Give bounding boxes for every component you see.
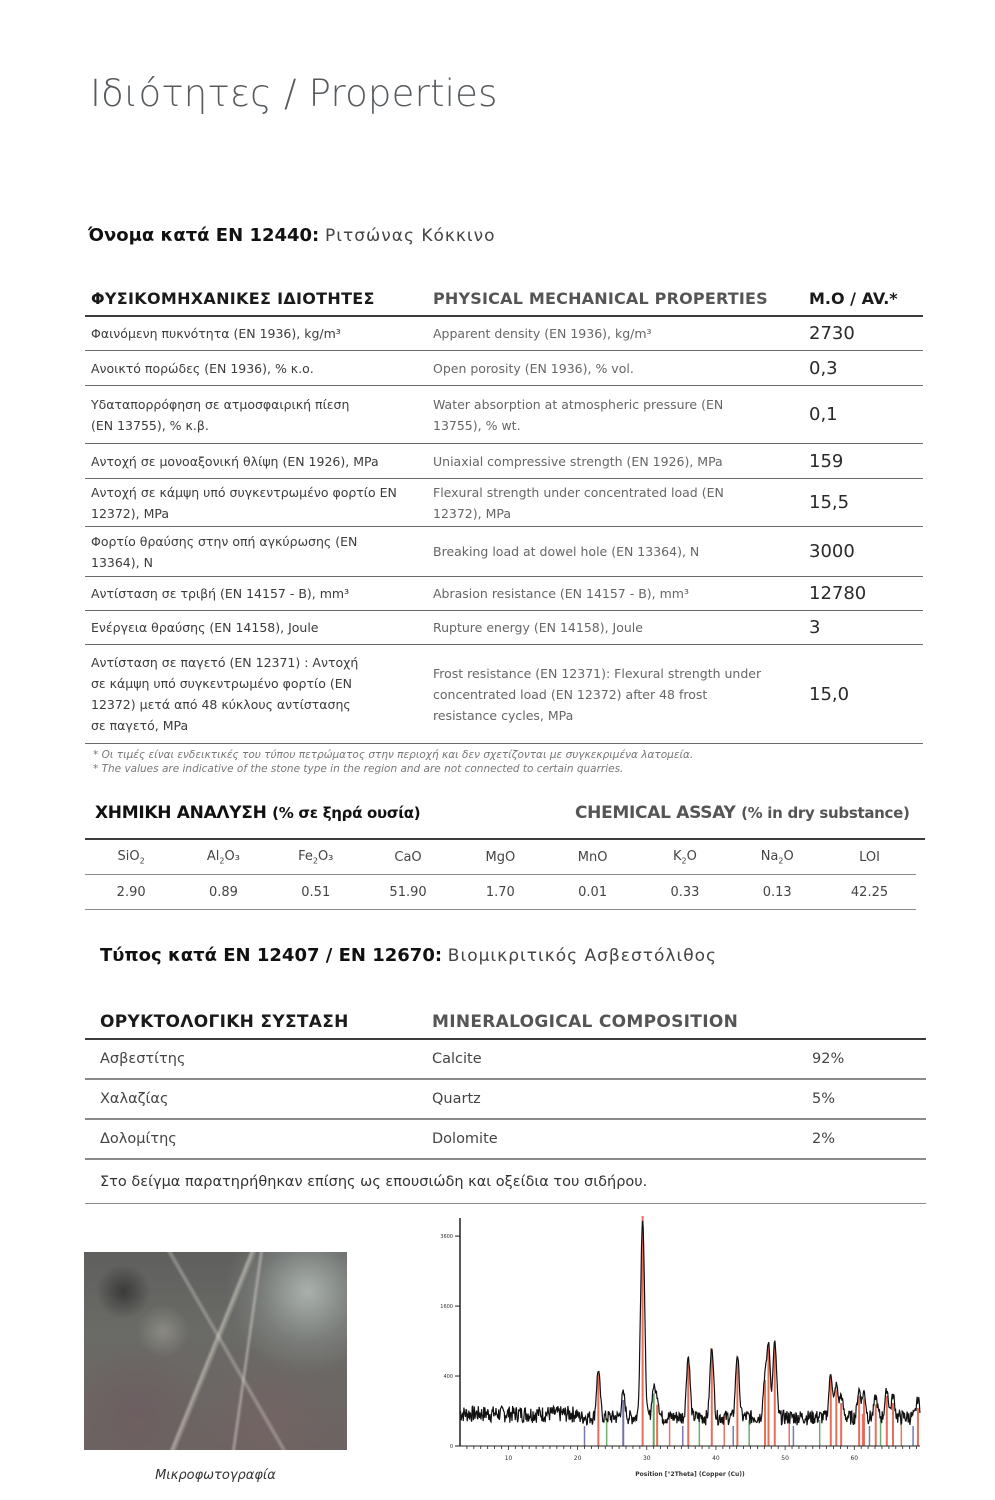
svg-text:30: 30 (642, 1455, 651, 1462)
chemical-title-greek-unit: (% σε ξηρά ουσία) (272, 804, 421, 822)
row-value: 3000 (809, 541, 855, 562)
svg-text:40: 40 (712, 1455, 720, 1462)
row-value: 159 (809, 450, 844, 472)
row-english: Apparent density (EN 1936), kg/m³ (433, 326, 652, 341)
row-value: 15,0 (809, 683, 850, 705)
compound-value: 51.90 (389, 884, 427, 900)
mineral-english: Quartz (432, 1091, 481, 1107)
micrograph-image (84, 1252, 347, 1450)
compound-value: 0.89 (208, 884, 238, 900)
chemical-title-greek-text: ΧΗΜΙΚΗ ΑΝΑΛΥΣΗ (95, 803, 267, 823)
stone-type-label: Τύπος κατά EN 12407 / EN 12670: (100, 945, 443, 966)
header-greek: ΟΡΥΚΤΟΛΟΓΙΚΗ ΣΥΣΤΑΣΗ (100, 1011, 349, 1032)
row-english: Frost resistance (EN 12371): Flexural strength under concentrated load (EN 12372) after 48 frost resistance cycles, MPa (433, 665, 762, 723)
chemical-assay-table (85, 838, 925, 910)
table-row (85, 444, 923, 479)
compound-value: 42.25 (850, 884, 889, 900)
table-row (85, 645, 923, 744)
row-value: 12780 (809, 583, 867, 604)
svg-text:0: 0 (449, 1444, 453, 1450)
compound-value: 1.70 (485, 884, 515, 900)
compound-header: SiO$_2$ (117, 848, 145, 866)
chemical-title-english (575, 803, 910, 823)
svg-text:20: 20 (573, 1455, 582, 1462)
row-english: Rupture energy (EN 14158), Joule (433, 620, 643, 635)
table-row (85, 351, 923, 386)
compound-header: $Al_2O_3$ (206, 848, 240, 866)
table-row (85, 577, 923, 611)
row-english: Open porosity (EN 1936), % vol. (433, 360, 634, 376)
xrd-chart (425, 1216, 935, 1486)
svg-text:50: 50 (781, 1455, 789, 1462)
stone-name-value: Ριτσώνας Κόκκινο (325, 226, 496, 246)
mineral-note: Στο δείγμα παρατηρήθηκαν επίσης ως επουσιώδη και οξείδια του σιδήρου. (85, 1160, 926, 1204)
svg-text:60: 60 (850, 1455, 859, 1462)
table-row (85, 611, 923, 645)
svg-text:Position [°2Theta] (Copper (Cu: Position [°2Theta] (Copper (Cu)) (635, 1471, 745, 1478)
row-english: Flexural strength under concentrated load (EN 12372), MPa (433, 484, 724, 521)
footnote-english: * The values are indicative of the stone type in the region and are not connected to certain quarries. (93, 763, 624, 775)
header-greek: ΦΥΣΙΚΟΜΗΧΑΝΙΚΕΣ ΙΔΙΟΤΗΤΕΣ (91, 289, 375, 308)
compound-header: CaO (394, 849, 422, 865)
mineral-percent: 92% (812, 1051, 845, 1067)
row-value: 0,1 (809, 404, 838, 425)
svg-text:3600: 3600 (440, 1234, 453, 1241)
chemical-title-english-text: CHEMICAL ASSAY (575, 803, 736, 823)
row-value: 2730 (809, 323, 855, 344)
table-row (85, 317, 923, 351)
row-greek: Αντίσταση σε τριβή (EN 14157 - B), mm³ (91, 586, 350, 601)
micrograph-caption: Μικροφωτογραφία (155, 1468, 276, 1483)
mineral-greek: Δολομίτης (100, 1131, 177, 1147)
stone-name-line (88, 225, 496, 246)
mineralogical-table (85, 1005, 926, 1204)
compound-header: $K_2O$ (673, 848, 697, 866)
row-value: 3 (809, 617, 821, 638)
row-english: Uniaxial compressive strength (EN 1926), MPa (433, 453, 723, 469)
row-greek: Ενέργεια θραύσης (EN 14158), Joule (91, 620, 319, 635)
compound-value: 0.33 (670, 884, 700, 900)
row-greek: Αντίσταση σε παγετό (EN 12371) : Αντοχή σε κάμψη υπό συγκεντρωμένο φορτίο (EN 12372) μετά από 48 κύκλους αντίστασης σε παγετό, MPa (91, 655, 359, 733)
chemical-title-greek (95, 803, 420, 823)
table-row (85, 527, 923, 577)
table-row (85, 1080, 926, 1120)
mineral-percent: 2% (812, 1131, 836, 1147)
page-title: Ιδιότητες / Properties (90, 72, 498, 115)
compound-value: 0.51 (301, 884, 331, 900)
mineral-english: Dolomite (432, 1131, 498, 1147)
header-english: PHYSICAL MECHANICAL PROPERTIES (433, 289, 768, 308)
mineral-english: Calcite (432, 1051, 482, 1067)
row-english: Breaking load at dowel hole (EN 13364), N (433, 544, 700, 559)
row-greek: Αντοχή σε μονοαξονική θλίψη (EN 1926), MPa (91, 453, 379, 469)
row-value: 15,5 (809, 492, 850, 513)
compound-header: $Fe_2O_3$ (298, 848, 334, 866)
svg-text:10: 10 (504, 1455, 513, 1462)
row-english: Water absorption at atmospheric pressure (EN 13755), % wt. (433, 396, 724, 433)
row-greek: Ανοικτό πορώδες (EN 1936), % κ.ο. (91, 360, 314, 376)
footnote-greek: * Οι τιμές είναι ενδεικτικές του τύπου πετρώματος στην περιοχή και δεν σχετίζονται με συγκεκριμένα λατομεία. (93, 749, 694, 761)
xrd-plot (425, 1216, 935, 1486)
table-header (85, 285, 923, 317)
chemical-title-english-unit: (% in dry substance) (741, 804, 910, 822)
footnote (93, 748, 693, 776)
table-row (85, 386, 923, 444)
stone-name-label: Όνομα κατά EN 12440: (88, 225, 320, 246)
table-row (85, 1040, 926, 1080)
compound-value: 2.90 (116, 884, 146, 900)
chemical-value-row (85, 875, 916, 910)
table-header (85, 1005, 926, 1040)
compound-header: $Na_2O$ (760, 848, 794, 866)
compound-header: LOI (859, 849, 880, 865)
compound-value: 0.13 (762, 884, 792, 900)
row-greek: Υδαταπορρόφηση σε ατμοσφαιρική πίεση (EN 13755), % κ.β. (91, 396, 350, 433)
mineral-greek: Χαλαζίας (100, 1091, 169, 1107)
compound-header: MnO (577, 849, 608, 865)
table-row (85, 1120, 926, 1160)
row-greek: Φαινόμενη πυκνότητα (EN 1936), kg/m³ (91, 326, 341, 341)
physical-properties-table (85, 285, 923, 744)
row-english: Abrasion resistance (EN 14157 - B), mm³ (433, 586, 689, 601)
chemical-header-row (85, 840, 916, 875)
mineral-greek: Ασβεστίτης (100, 1051, 186, 1067)
compound-value: 0.01 (578, 884, 608, 900)
svg-text:1600: 1600 (440, 1304, 453, 1311)
stone-type-line (100, 945, 717, 966)
header-english: MINERALOGICAL COMPOSITION (432, 1011, 739, 1032)
stone-type-value: Βιομικριτικός Ασβεστόλιθος (447, 946, 717, 966)
mineral-percent: 5% (812, 1091, 836, 1107)
table-row (85, 479, 923, 527)
row-value: 0,3 (809, 357, 838, 379)
compound-header: MgO (485, 849, 516, 865)
row-greek: Φορτίο θραύσης στην οπή αγκύρωσης (EN 13364), N (91, 533, 358, 570)
header-value: M.O / AV.* (809, 289, 898, 308)
row-greek: Αντοχή σε κάμψη υπό συγκεντρωμένο φορτίο EN 12372), MPa (91, 484, 397, 521)
svg-text:400: 400 (443, 1374, 453, 1381)
